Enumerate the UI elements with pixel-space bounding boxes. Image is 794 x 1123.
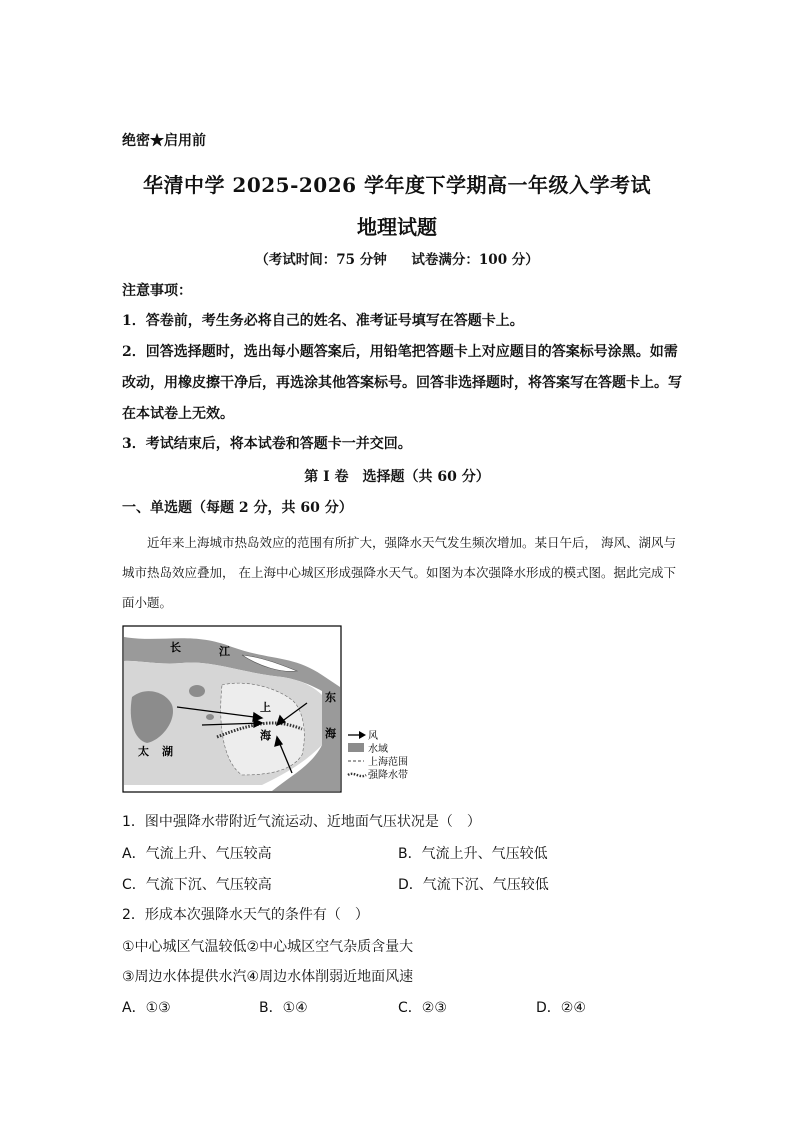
notes-heading: 注意事项：: [122, 283, 192, 299]
q2-statement-line-2: ③周边水体提供水汽④周边水体削弱近地面风速: [122, 969, 414, 985]
exam-time: （考试时间：75 分钟: [255, 252, 387, 268]
map-label-chang: 长: [170, 641, 181, 654]
q2-statement-line-1: ①中心城区气温较低②中心城区空气杂质含量大: [122, 939, 414, 955]
question-1-stem: 1．图中强降水带附近气流运动、近地面气压状况是（ ）: [122, 814, 481, 830]
map-label-hai: 海: [325, 727, 336, 740]
rainfall-pattern-map: [122, 625, 422, 795]
part-heading: 第 I 卷 选择题（共 60 分）: [304, 469, 490, 485]
exam-subject: 地理试题: [357, 215, 437, 239]
map-label-dong: 东: [325, 691, 336, 704]
small-lake: [206, 714, 214, 720]
map-label-hai2: 海: [260, 729, 271, 742]
question-2-stem: 2．形成本次强降水天气的条件有（ ）: [122, 907, 369, 923]
confidential-label: 绝密★启用前: [122, 133, 206, 149]
legend-rainband: 强降水带: [368, 770, 408, 781]
exam-title: 华清中学 2025-2026 学年度下学期高一年级入学考试: [142, 173, 652, 197]
note-2: 2．回答选择题时，选出每小题答案后，用铅笔把答题卡上对应题目的答案标号涂黑。如需改动，用橡皮擦干净后，再选涂其他答案标号。回答非选择题时，将答案写在答题卡上。写在本试卷上无效。: [122, 344, 682, 422]
q2-option-c: C．②③: [398, 1000, 447, 1016]
q2-option-a: A．①③: [122, 1000, 171, 1016]
map-label-tai: 太: [138, 745, 149, 758]
note-1: 1．答卷前，考生务必将自己的姓名、准考证号填写在答题卡上。: [122, 313, 524, 329]
map-legend: [348, 730, 408, 781]
legend-wind: 风: [368, 731, 378, 742]
exam-info: [0, 248, 794, 268]
q1-option-b: B．气流上升、气压较低: [398, 846, 548, 862]
legend-water: 水域: [368, 744, 388, 755]
note-3: 3．考试结束后，将本试卷和答题卡一并交回。: [122, 436, 412, 452]
section-heading: 一、单选题（每题 2 分，共 60 分）: [122, 500, 353, 516]
map-label-shang: 上: [260, 701, 271, 714]
legend-range: 上海范围: [368, 757, 408, 768]
map-label-hu: 湖: [162, 745, 173, 758]
small-lake: [189, 685, 205, 697]
q1-option-c: C．气流下沉、气压较高: [122, 877, 272, 893]
q2-option-b: B．①④: [259, 1000, 308, 1016]
map-label-jiang: 江: [219, 645, 230, 658]
q1-option-a: A．气流上升、气压较高: [122, 846, 272, 862]
material-text: 近年来上海城市热岛效应的范围有所扩大，强降水天气发生频次增加。某日午后， 海风、湖风与城市热岛效应叠加， 在上海中心城区形成强降水天气。如图为本次强降水形成的模式图。据此完成下面小题。: [122, 535, 676, 610]
q1-option-d: D．气流下沉、气压较低: [398, 877, 549, 893]
q2-option-d: D．②④: [536, 1000, 586, 1016]
exam-score: 试卷满分：100 分）: [411, 252, 539, 268]
